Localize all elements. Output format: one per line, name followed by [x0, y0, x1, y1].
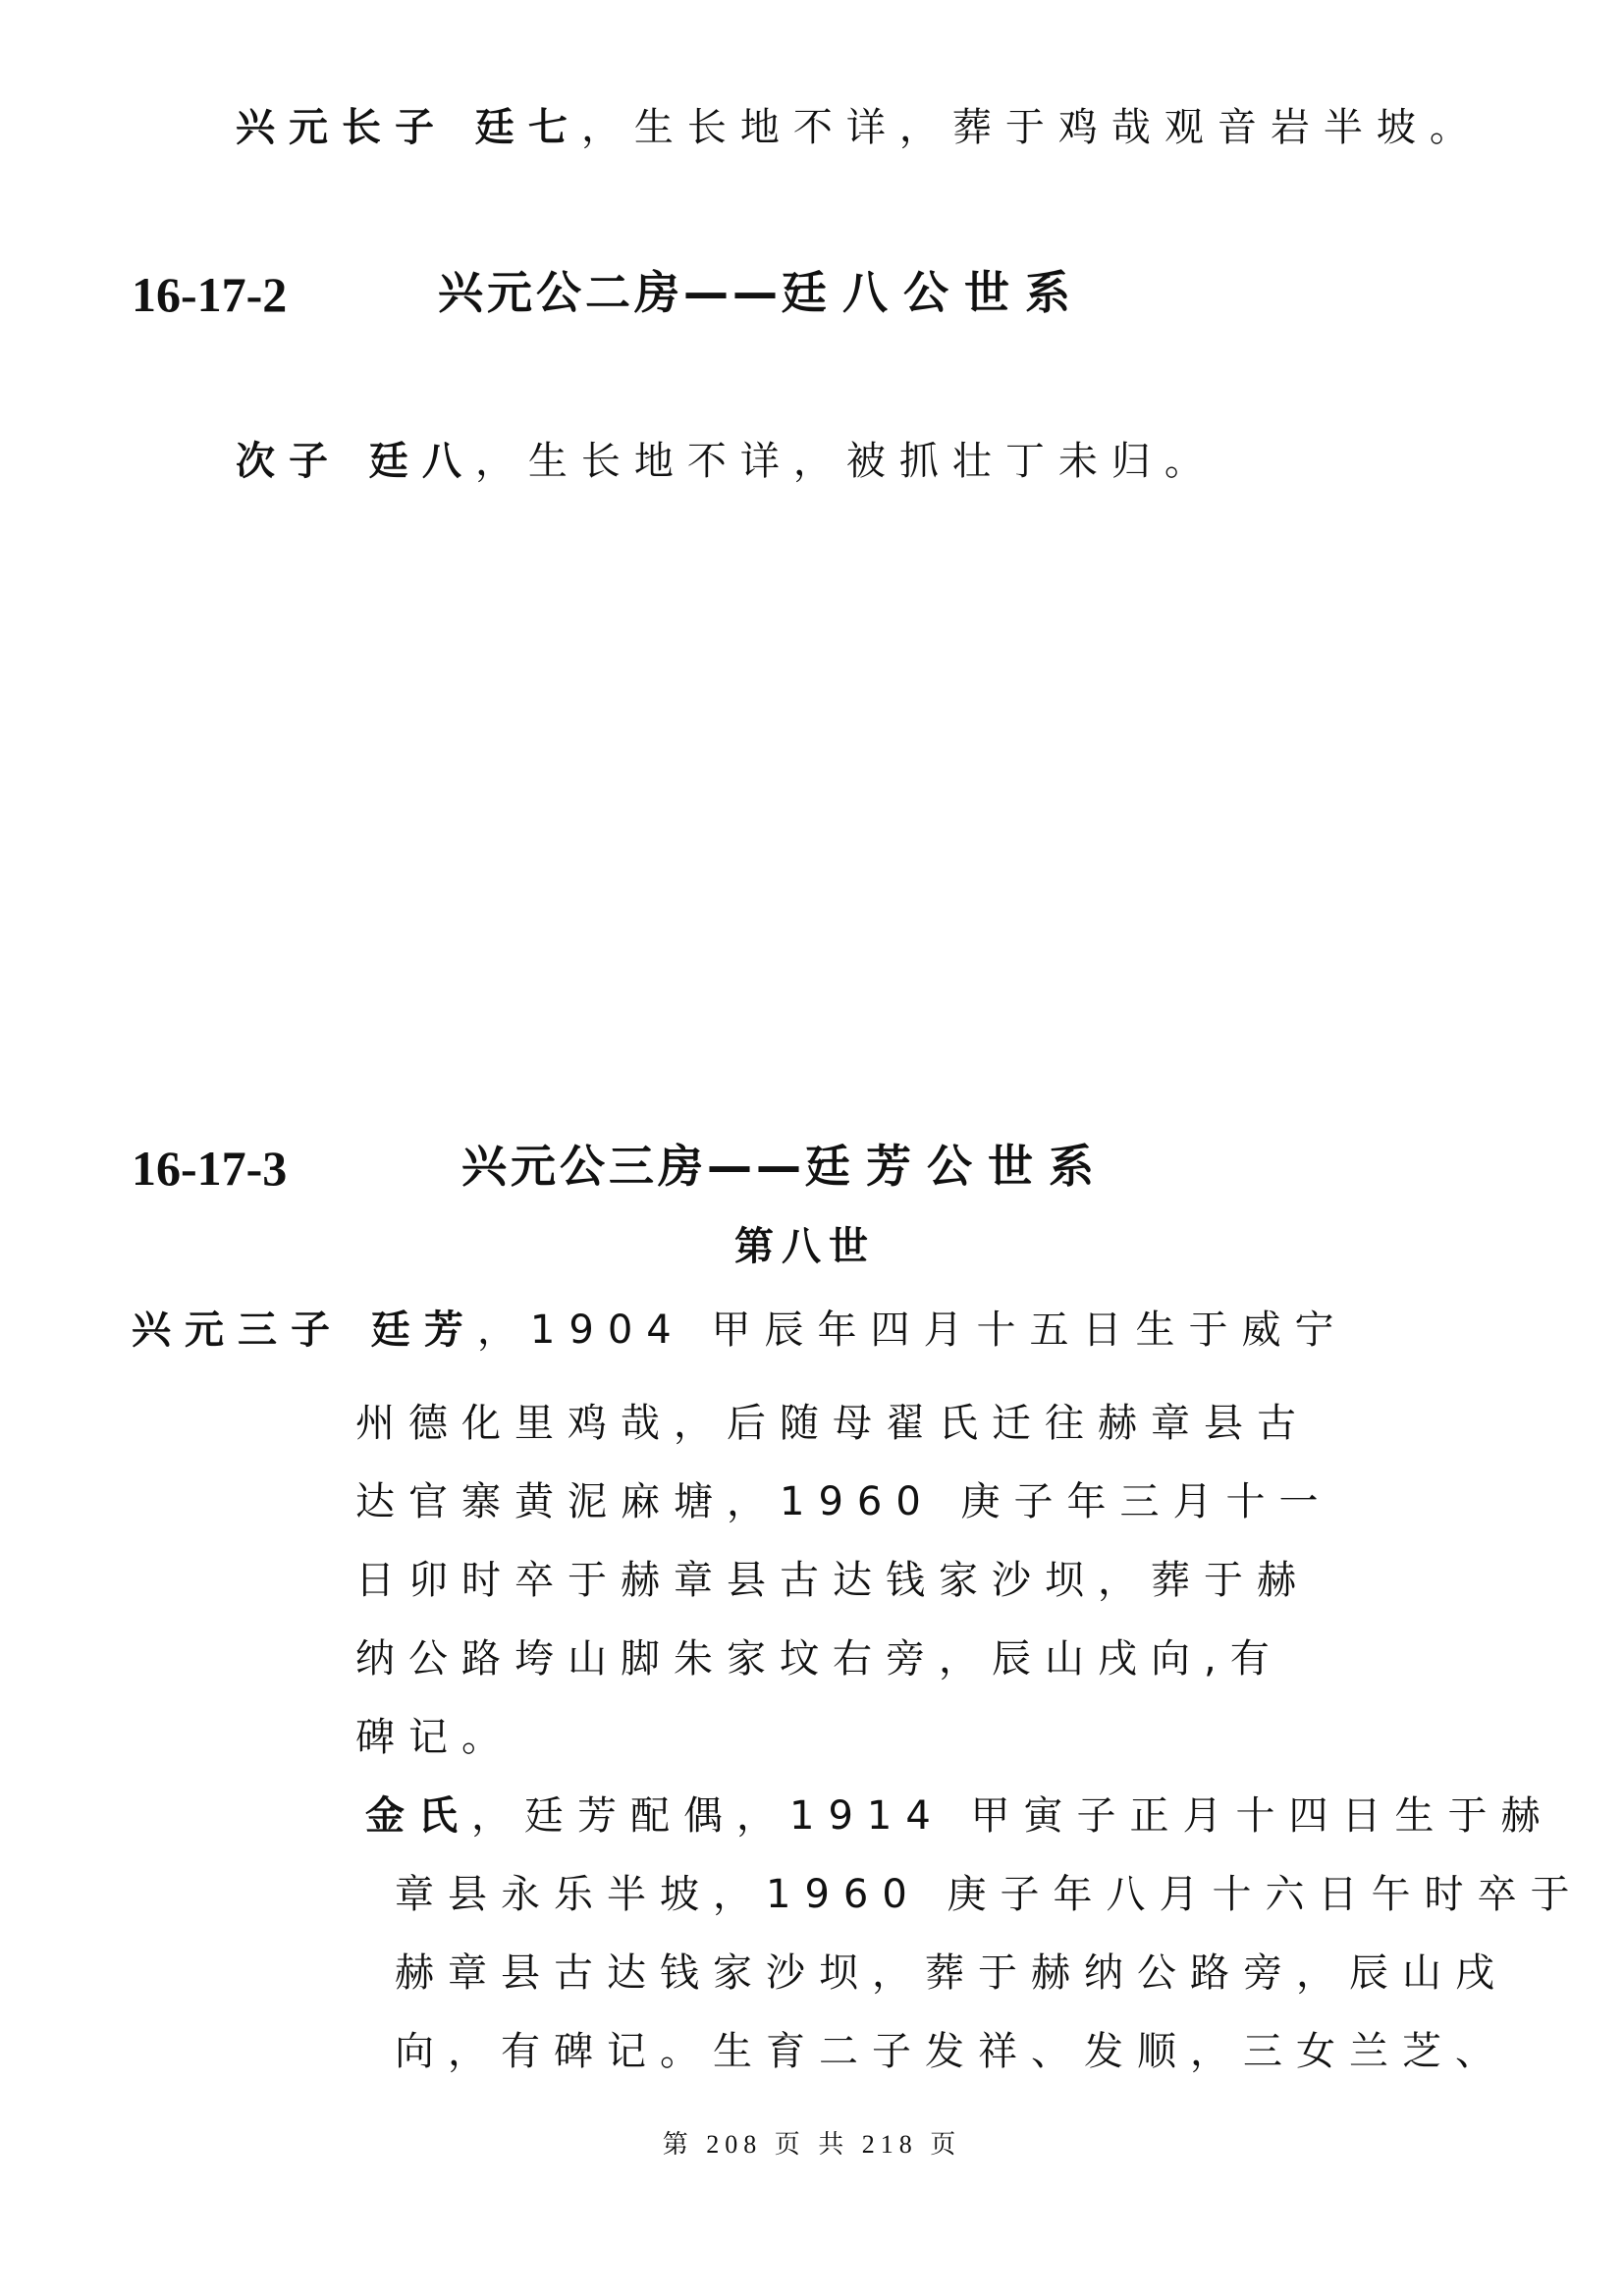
- entry-tingfang-line: 日卯时卒于赫章县古达钱家沙坝，葬于赫: [355, 1558, 1310, 1603]
- entry-tingfang-line: 州德化里鸡哉，后随母翟氏迁往赫章县古: [355, 1401, 1310, 1446]
- entry-tingba-name: 次子 廷八: [236, 439, 475, 484]
- entry-tingfang-name: 兴元三子 廷芳: [132, 1308, 477, 1353]
- generation-label: 第八世: [734, 1224, 876, 1269]
- page-footer: 第 208 页 共 218 页: [662, 2130, 962, 2159]
- entry-tingfang-line: 纳公路垮山脚朱家坟右旁，辰山戌向,有: [355, 1636, 1283, 1682]
- section-heading-16-17-2: [132, 266, 1212, 329]
- entry-jinshi-line: 章县永乐半坡，1960 庚子年八月十六日午时卒于: [395, 1872, 1584, 1917]
- entry-tingba: [236, 439, 1218, 484]
- section-title: 兴元公二房——廷八公世系: [438, 266, 1086, 319]
- entry-tingqi: [236, 105, 1483, 150]
- entry-jinshi-line: 向，有碑记。生育二子发祥、发顺，三女兰芝、: [395, 2029, 1508, 2074]
- entry-tingfang: [132, 1308, 1348, 1353]
- section-number: 16-17-3: [132, 1141, 288, 1196]
- entry-tingfang-text: ，1904 甲辰年四月十五日生于威宁: [476, 1308, 1348, 1353]
- entry-tingqi-name: 兴元长子 廷七: [236, 105, 581, 150]
- entry-tingqi-text: ，生长地不详，葬于鸡哉观音岩半坡。: [580, 105, 1483, 150]
- entry-tingfang-line: 碑记。: [355, 1715, 514, 1760]
- entry-jinshi-text: ，廷芳配偶，1914 甲寅子正月十四日生于赫: [471, 1793, 1554, 1839]
- section-number: 16-17-2: [132, 267, 288, 322]
- entry-jinshi-line: 赫章县古达钱家沙坝，葬于赫纳公路旁，辰山戌: [395, 1950, 1508, 1996]
- entry-tingfang-line: 达官寨黄泥麻塘，1960 庚子年三月十一: [355, 1479, 1332, 1524]
- entry-tingba-text: ，生长地不详，被抓壮丁未归。: [474, 439, 1218, 484]
- entry-jinshi: [365, 1793, 1554, 1839]
- section-heading-16-17-3: [132, 1140, 1212, 1202]
- entry-jinshi-name: 金氏: [365, 1793, 471, 1839]
- section-title: 兴元公三房——廷芳公世系: [461, 1140, 1110, 1193]
